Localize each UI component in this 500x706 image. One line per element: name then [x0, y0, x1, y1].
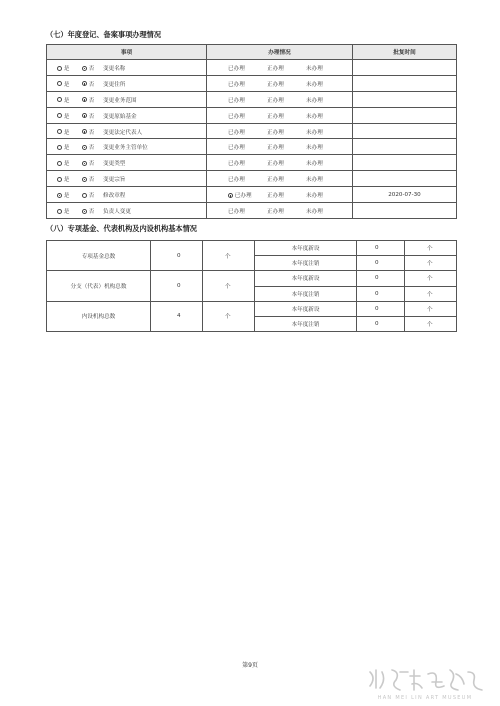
- no-radio-icon[interactable]: [82, 193, 87, 198]
- status-done-option[interactable]: [228, 96, 245, 104]
- unit-label: 个: [203, 241, 255, 271]
- registration-items-table: [46, 44, 457, 219]
- status-done-label: 已办理: [228, 66, 245, 72]
- yes-option[interactable]: [57, 159, 69, 167]
- group-total: 4: [151, 301, 203, 331]
- item-name: 变更宗旨: [103, 177, 126, 184]
- table-row: [47, 203, 457, 219]
- no-label: 否: [88, 113, 95, 120]
- status-inprogress-label[interactable]: 正办理: [267, 113, 284, 120]
- item-cell: [47, 91, 207, 107]
- status-done-option[interactable]: [228, 64, 245, 72]
- no-option[interactable]: [82, 80, 94, 88]
- status-inprogress-label[interactable]: 正办理: [267, 161, 284, 168]
- status-cell: [207, 155, 353, 171]
- item-name: 修改章程: [103, 193, 126, 200]
- no-option[interactable]: [82, 175, 94, 183]
- status-cell: [207, 60, 353, 76]
- no-radio-icon[interactable]: [82, 66, 87, 71]
- status-done-option[interactable]: [228, 191, 252, 199]
- new-count: 0: [357, 241, 405, 256]
- item-name: 负责人变更: [103, 209, 131, 216]
- status-notdone-label[interactable]: 未办理: [306, 209, 323, 216]
- status-done-label: 已办理: [228, 161, 245, 168]
- status-cell: [207, 171, 353, 187]
- status-cell: [207, 107, 353, 123]
- yes-option[interactable]: [57, 64, 69, 72]
- item-name: 变更类型: [103, 161, 126, 168]
- approval-date: [353, 171, 457, 187]
- table-row: [47, 107, 457, 123]
- item-name: 变更名称: [103, 66, 126, 72]
- status-cell: [207, 123, 353, 139]
- no-option[interactable]: [82, 191, 94, 199]
- yes-option[interactable]: [57, 207, 69, 215]
- no-label: 否: [88, 161, 95, 168]
- no-radio-icon[interactable]: [82, 209, 87, 214]
- approval-date: 2020-07-30: [353, 187, 457, 203]
- new-count: 0: [357, 301, 405, 316]
- status-inprogress-label[interactable]: 正办理: [267, 145, 284, 152]
- no-radio-icon[interactable]: [82, 177, 87, 182]
- no-option[interactable]: [82, 112, 94, 120]
- status-done-label: 已办理: [234, 193, 252, 200]
- status-done-label: 已办理: [228, 97, 245, 104]
- yes-radio-icon[interactable]: [57, 97, 62, 102]
- yes-option[interactable]: [57, 112, 69, 120]
- institutions-table: [46, 240, 457, 332]
- no-label: 否: [88, 145, 95, 152]
- status-notdone-label[interactable]: 未办理: [306, 81, 323, 88]
- no-option[interactable]: [82, 96, 94, 104]
- item-cell: [47, 75, 207, 91]
- cancel-count: 0: [357, 316, 405, 331]
- no-option[interactable]: [82, 159, 94, 167]
- no-option[interactable]: [82, 207, 94, 215]
- header-status: 办理情况: [207, 45, 353, 60]
- status-notdone-label[interactable]: 未办理: [306, 177, 323, 184]
- status-inprogress-label[interactable]: 正办理: [267, 81, 284, 88]
- status-cell: [207, 139, 353, 155]
- no-radio-icon[interactable]: [82, 161, 87, 166]
- approval-date: [353, 203, 457, 219]
- status-inprogress-label[interactable]: 正办理: [267, 177, 284, 184]
- item-name: 变更业务主管单位: [103, 145, 148, 152]
- table-row: [47, 75, 457, 91]
- museum-seal-watermark: [362, 664, 488, 702]
- cancel-count: 0: [357, 256, 405, 271]
- yes-label: 是: [63, 66, 70, 72]
- item-cell: [47, 203, 207, 219]
- group-label: 内设机构总数: [47, 301, 151, 331]
- table-row: [47, 187, 457, 203]
- header-item: 事项: [47, 45, 207, 60]
- no-label: 否: [88, 97, 95, 104]
- status-inprogress-label[interactable]: 正办理: [267, 193, 284, 200]
- status-done-option[interactable]: [228, 175, 245, 183]
- no-radio-icon[interactable]: [82, 129, 87, 134]
- yes-label: 是: [63, 129, 70, 136]
- cancel-count: 0: [357, 286, 405, 301]
- group-label: 分支（代表）机构总数: [47, 271, 151, 301]
- yes-option[interactable]: [57, 191, 69, 199]
- item-cell: [47, 123, 207, 139]
- yes-radio-icon[interactable]: [57, 129, 62, 134]
- approval-date: [353, 139, 457, 155]
- table-row: [47, 241, 457, 256]
- status-cell: [207, 187, 353, 203]
- item-cell: [47, 155, 207, 171]
- status-done-label: 已办理: [228, 177, 245, 184]
- no-option[interactable]: [82, 128, 94, 136]
- approval-date: [353, 107, 457, 123]
- approval-date: [353, 91, 457, 107]
- unit-label: 个: [405, 316, 457, 331]
- yes-radio-icon[interactable]: [57, 145, 62, 150]
- yes-label: 是: [63, 81, 70, 88]
- item-cell: [47, 107, 207, 123]
- yes-radio-icon[interactable]: [57, 193, 62, 198]
- table-row: [47, 139, 457, 155]
- yes-label: 是: [63, 193, 70, 200]
- no-label: 否: [88, 81, 95, 88]
- item-cell: [47, 171, 207, 187]
- item-name: 变更业务范围: [103, 97, 137, 104]
- no-radio-icon[interactable]: [82, 145, 87, 150]
- status-done-label: 已办理: [228, 209, 245, 216]
- status-notdone-label[interactable]: 未办理: [306, 145, 323, 152]
- table-row: [47, 123, 457, 139]
- item-name: 变更原始基金: [103, 113, 137, 120]
- approval-date: [353, 123, 457, 139]
- group-label: 专项基金总数: [47, 241, 151, 271]
- item-name: 变更法定代表人: [103, 129, 143, 136]
- status-done-label: 已办理: [228, 81, 245, 88]
- no-label: 否: [88, 209, 95, 216]
- table-row: [47, 91, 457, 107]
- yes-label: 是: [63, 113, 70, 120]
- status-done-option[interactable]: [228, 80, 245, 88]
- yes-label: 是: [63, 145, 70, 152]
- section8-title: （八）专项基金、代表机构及内设机构基本情况: [46, 224, 197, 233]
- status-notdone-label[interactable]: 未办理: [306, 129, 323, 136]
- status-notdone-label[interactable]: 未办理: [306, 113, 323, 120]
- status-done-label: 已办理: [228, 113, 245, 120]
- no-radio-icon[interactable]: [82, 113, 87, 118]
- cancel-label: 本年度注销: [255, 256, 357, 271]
- table-row: [47, 155, 457, 171]
- status-cell: [207, 91, 353, 107]
- yes-label: 是: [63, 97, 70, 104]
- new-label: 本年度新设: [255, 271, 357, 286]
- yes-label: 是: [63, 161, 70, 168]
- yes-option[interactable]: [57, 175, 69, 183]
- no-option[interactable]: [82, 64, 94, 72]
- unit-label: 个: [405, 241, 457, 256]
- yes-radio-icon[interactable]: [57, 177, 62, 182]
- yes-option[interactable]: [57, 128, 69, 136]
- header-date: 批复时间: [353, 45, 457, 60]
- no-label: 否: [88, 66, 95, 72]
- unit-label: 个: [405, 301, 457, 316]
- status-done-option[interactable]: [228, 207, 245, 215]
- new-count: 0: [357, 271, 405, 286]
- status-cell: [207, 203, 353, 219]
- yes-label: 是: [63, 209, 70, 216]
- status-notdone-label[interactable]: 未办理: [306, 161, 323, 168]
- status-cell: [207, 75, 353, 91]
- new-label: 本年度新设: [255, 241, 357, 256]
- status-notdone-label[interactable]: 未办理: [306, 97, 323, 104]
- done-radio-icon[interactable]: [228, 193, 233, 198]
- yes-radio-icon[interactable]: [57, 209, 62, 214]
- status-done-option[interactable]: [228, 159, 245, 167]
- yes-radio-icon[interactable]: [57, 113, 62, 118]
- no-label: 否: [88, 177, 95, 184]
- no-option[interactable]: [82, 143, 94, 151]
- yes-radio-icon[interactable]: [57, 161, 62, 166]
- yes-option[interactable]: [57, 143, 69, 151]
- status-notdone-label[interactable]: 未办理: [306, 193, 323, 200]
- status-notdone-label[interactable]: 未办理: [306, 66, 323, 72]
- table-header-row: [47, 45, 457, 60]
- item-cell: [47, 139, 207, 155]
- status-done-label: 已办理: [228, 129, 245, 136]
- status-inprogress-label[interactable]: 正办理: [267, 66, 284, 72]
- group-total: 0: [151, 271, 203, 301]
- item-cell: [47, 60, 207, 76]
- yes-label: 是: [63, 177, 70, 184]
- group-total: 0: [151, 241, 203, 271]
- approval-date: [353, 155, 457, 171]
- yes-radio-icon[interactable]: [57, 66, 62, 71]
- cancel-label: 本年度注销: [255, 316, 357, 331]
- unit-label: 个: [203, 301, 255, 331]
- status-done-label: 已办理: [228, 145, 245, 152]
- status-inprogress-label[interactable]: 正办理: [267, 97, 284, 104]
- item-name: 变更住所: [103, 81, 126, 88]
- new-label: 本年度新设: [255, 301, 357, 316]
- no-label: 否: [88, 129, 95, 136]
- unit-label: 个: [405, 256, 457, 271]
- no-label: 否: [88, 193, 95, 200]
- item-cell: [47, 187, 207, 203]
- table-row: [47, 271, 457, 286]
- yes-radio-icon[interactable]: [57, 81, 62, 86]
- section7-title: （七）年度登记、备案事项办理情况: [46, 30, 162, 39]
- status-done-option[interactable]: [228, 128, 245, 136]
- page-number: 第9页: [242, 662, 258, 669]
- no-radio-icon[interactable]: [82, 97, 87, 102]
- museum-seal-text: HAN MEI LIN ART MUSEUM: [377, 695, 473, 701]
- yes-option[interactable]: [57, 96, 69, 104]
- table-row: [47, 60, 457, 76]
- table-row: [47, 301, 457, 316]
- unit-label: 个: [405, 286, 457, 301]
- status-inprogress-label[interactable]: 正办理: [267, 209, 284, 216]
- approval-date: [353, 75, 457, 91]
- unit-label: 个: [203, 271, 255, 301]
- status-inprogress-label[interactable]: 正办理: [267, 129, 284, 136]
- unit-label: 个: [405, 271, 457, 286]
- table-row: [47, 171, 457, 187]
- yes-option[interactable]: [57, 80, 69, 88]
- status-done-option[interactable]: [228, 112, 245, 120]
- no-radio-icon[interactable]: [82, 81, 87, 86]
- approval-date: [353, 60, 457, 76]
- cancel-label: 本年度注销: [255, 286, 357, 301]
- status-done-option[interactable]: [228, 143, 245, 151]
